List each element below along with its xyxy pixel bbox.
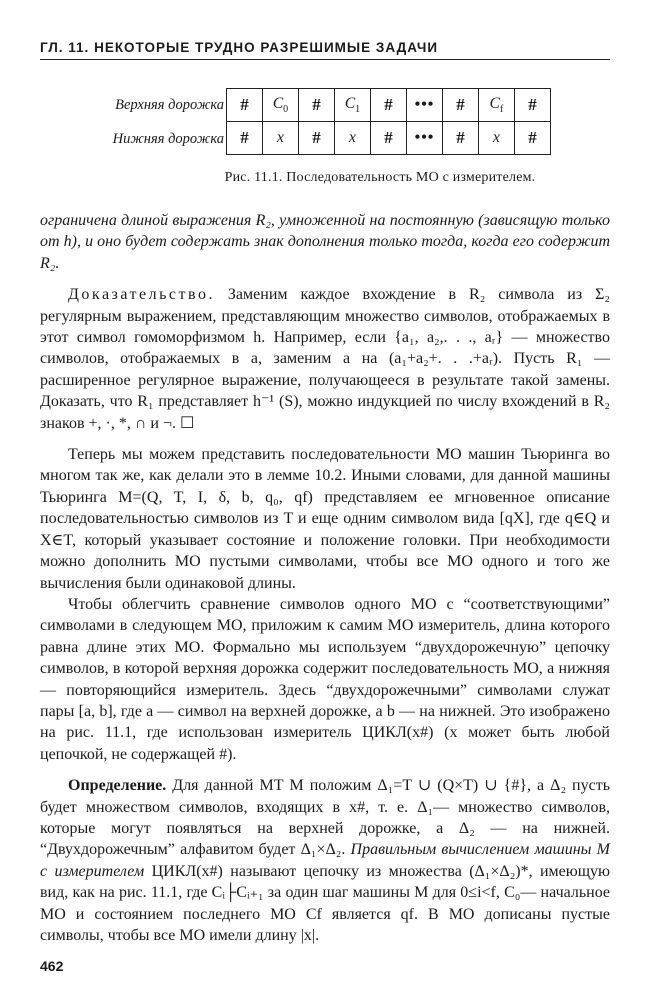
figure-11-1 — [100, 88, 560, 185]
running-head: ГЛ. 11. НЕКОТОРЫЕ ТРУДНО РАЗРЕШИМЫЕ ЗАДАЧИ — [40, 40, 610, 60]
definition-term: Правильным вычислением машины M с измерителем — [40, 841, 611, 880]
definition-heading: Определение. — [68, 777, 167, 795]
paragraph-lemma-end: ограничена длиной выражения R₂, умноженной на постоянную (зависящую только от h), и оно будет содержать знак дополнения только тогда, когда его содержит R₂. — [40, 212, 610, 272]
paragraph-proof — [40, 284, 610, 434]
upper-track-row — [100, 88, 560, 122]
tape-cell: # — [371, 121, 407, 154]
tape-cell: x — [479, 121, 515, 154]
figure-caption: Рис. 11.1. Последовательность МО с измерителем. — [224, 170, 536, 185]
definition-body-c: ЦИКЛ(x#) называют цепочку из множества (Δ₁×Δ₂)*, имеющую вид, как на рис. 11.1, где Cᵢ├Cᵢ₊₁ за один шаг машины M для 0≤i<f, C₀— начальное МО и состоянием последнего МО Cf является qf. В МО дописаны пустые символы, чтобы все МО имели длину |x|. — [40, 862, 611, 944]
tape-cell-ellipsis: ••• — [407, 89, 443, 122]
tape-cell: # — [515, 89, 551, 122]
paragraph-ruler: Чтобы облегчить сравнение символов одного МО с “соответствующими” символами в следующем МО, приложим к самим МО измеритель, длина которого равна длине этих МО. Формально мы используем “двухдорожечную” цепочку символов, в которой верхняя дорожка содержит последовательность МО, а нижняя — повторяющийся измеритель. Здесь “двухдорожечными” символами служат пары [a, b], где a — символ на верхней дорожке, а b — на нижней. Это изображено на рис. 11.1, где использован измеритель ЦИКЛ(x#) (x может быть любой цепочкой, не содержащей #). — [40, 595, 610, 763]
upper-track-label: Верхняя дорожка — [115, 97, 224, 113]
page-number: 462 — [40, 958, 64, 974]
paragraph-id-sequences: Теперь мы можем представить последовательности МО машин Тьюринга во многом так же, как делали это в лемме 10.2. Иными словами, для данной машины Тьюринга M=(Q, T, I, δ, b, q₀, qf) представляем ее мгновенное описание последовательностью символов из T и еще одним символом вида [qX], где q∈Q и X∈T, который указывает состояние и положение головки. При необходимости можно дополнить МО пустыми символами, чтобы все МО одного и того же вычисления были одинаковой длины. — [40, 446, 610, 592]
tape-cell-ellipsis: ••• — [407, 121, 443, 154]
tape-cell-cf: $C_f$ — [479, 89, 515, 122]
tape-cell: # — [515, 121, 551, 154]
tape-cell: x — [335, 121, 371, 154]
tape-cell: # — [227, 89, 263, 122]
definition-body-a: Для данной МТ M положим Δ₁=T ∪ (Q×T) ∪ {#}, а Δ₂ пусть будет множеством символов, входящих в x#, т. е. Δ₁— множество символов, которые могут появляться на верхней дорожке, а Δ₂ — на нижней. “Двухдорожечным” алфавитом будет Δ₁×Δ₂. — [40, 777, 610, 859]
tape-cell: # — [299, 89, 335, 122]
upper-track — [226, 88, 551, 122]
tape-cell-c1: $C_1$ — [335, 89, 371, 122]
tape-cell: # — [371, 89, 407, 122]
lower-track-row — [100, 122, 560, 156]
tape-cell: # — [299, 121, 335, 154]
proof-body: Заменим каждое вхождение в R₂ символа из Σ₂ регулярным выражением, представляющим множество символов, отображаемых в этот символ гомоморфизмом h. Например, если {a₁, a₂,. . ., aᵣ} — множество символов, отображаемых в a, заменим a на (a₁+a₂+. . .+aᵣ). Пусть R₁ — расширенное регулярное выражение, получающееся в результате такой замены. Доказать, что R₁ представляет h⁻¹ (S), можно индукцией по числу вхождений в R₂ знаков +, ·, *, ∩ и ¬. ☐ — [40, 286, 610, 432]
tape-cell: x — [263, 121, 299, 154]
lower-track-label: Нижняя дорожка — [112, 131, 224, 147]
tape-cell-c0: $C_0$ — [263, 89, 299, 122]
body-text — [40, 210, 610, 946]
tape-cell: # — [227, 121, 263, 154]
proof-heading: Доказательство. — [68, 286, 215, 304]
lower-track — [226, 121, 551, 155]
tape-cell: # — [443, 89, 479, 122]
paragraph-definition — [40, 775, 610, 946]
tape-cell: # — [443, 121, 479, 154]
